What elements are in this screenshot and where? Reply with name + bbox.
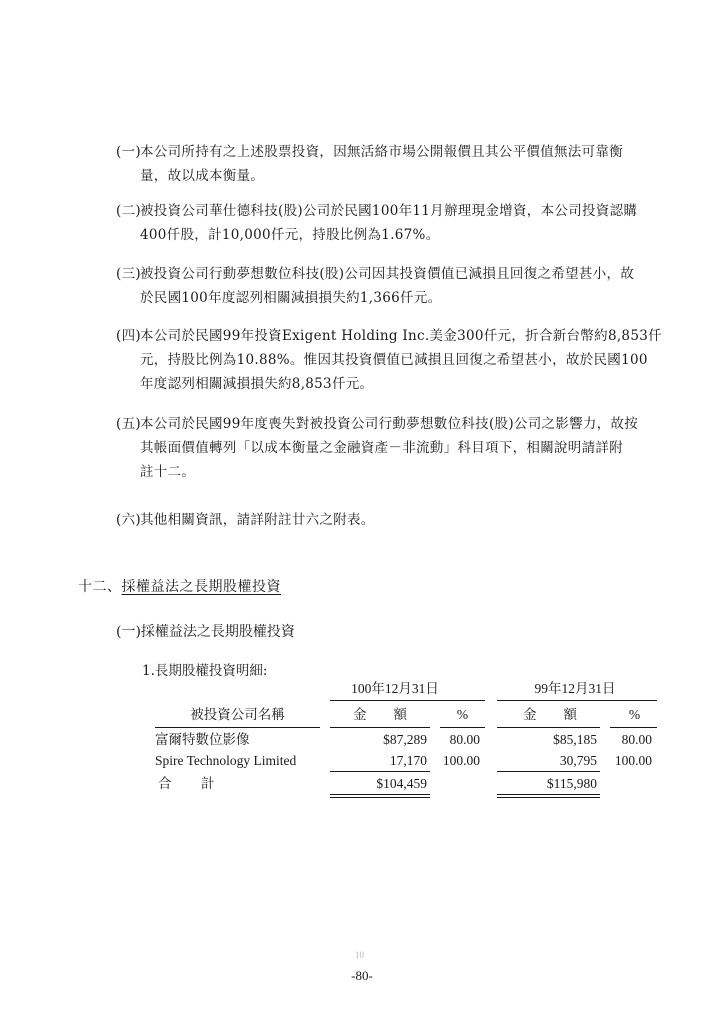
table-row-pct-99: 100.00 (614, 753, 652, 768)
total-label: 合 計 (158, 776, 223, 792)
header-rule-pct-99 (610, 727, 657, 728)
page-stamp: 10 (355, 950, 364, 960)
section-number: 十二、 (78, 579, 122, 595)
period-header-99: 99年12月31日 (534, 681, 616, 696)
note-number: (五) (116, 416, 141, 432)
note-number: (三) (116, 266, 141, 282)
column-header-pct-100: % (456, 707, 469, 722)
table-row-name: 富爾特數位影像 (155, 732, 250, 747)
header-rule-name (155, 727, 320, 728)
note-text: 本公司於民國99年投資Exigent Holding Inc.美金300仟元，折合新台幣約8,853仟 (140, 328, 662, 344)
note-text: 其他相關資訊，請詳附註廿六之附表。 (140, 512, 375, 528)
period-rule-100 (330, 700, 485, 701)
subtotal-rule-99 (497, 771, 600, 772)
table-row-amount-99: $85,185 (553, 732, 597, 747)
note-text: 本公司所持有之上述股票投資，因無活絡市場公開報價且其公平價值無法可靠衡 (140, 144, 623, 160)
table-row-amount-99: 30,795 (559, 753, 597, 768)
note-number: (一) (116, 144, 141, 160)
total-double-rule-100 (330, 794, 430, 798)
header-rule-amount-99 (497, 727, 600, 728)
note-text: 其帳面價值轉列「以成本衡量之金融資產－非流動」科目項下，相關說明請詳附 (140, 440, 623, 456)
note-text: 本公司於民國99年度喪失對被投資公司行動夢想數位科技(股)公司之影響力，故按 (140, 416, 639, 432)
column-header-amount-99: 金 額 (523, 707, 577, 722)
section-title: 採權益法之長期股權投資 (121, 579, 281, 595)
note-text: 註十二。 (140, 464, 196, 480)
period-rule-99 (497, 700, 657, 701)
table-row-pct-100: 100.00 (442, 753, 480, 768)
period-header-100: 100年12月31日 (351, 681, 439, 696)
column-header-pct-99: % (628, 707, 641, 722)
table-row-name: Spire Technology Limited (155, 753, 297, 768)
table-row-amount-100: $87,289 (383, 732, 427, 747)
note-text: 於民國100年度認列相關減損損失約1,366仟元。 (140, 290, 442, 306)
note-text: 年度認列相關減損損失約8,853仟元。 (140, 376, 374, 392)
table-row-pct-100: 80.00 (449, 732, 480, 747)
table-row-amount-100: 17,170 (389, 753, 427, 768)
column-header-amount-100: 金 額 (353, 707, 407, 722)
note-number: (四) (116, 328, 141, 344)
table-row-pct-99: 80.00 (621, 732, 652, 747)
note-number: (二) (116, 203, 141, 219)
note-number: (六) (116, 512, 141, 528)
note-text: 被投資公司華仕德科技(股)公司於民國100年11月辦理現金增資，本公司投資認購 (140, 203, 638, 219)
page-number: -80- (351, 968, 373, 983)
note-text: 400仟股，計10,000仟元，持股比例為1.67%。 (140, 227, 440, 243)
header-rule-pct-100 (440, 727, 485, 728)
total-amount-100: $104,459 (376, 776, 427, 791)
note-text: 被投資公司行動夢想數位科技(股)公司因其投資價值已減損且回復之希望甚小，故 (140, 266, 635, 282)
note-text: 量，故以成本衡量。 (140, 168, 265, 184)
total-amount-99: $115,980 (546, 776, 597, 791)
list-heading: 1.長期股權投資明細: (142, 663, 268, 679)
total-double-rule-99 (497, 794, 600, 798)
note-text: 元，持股比例為10.88%。惟因其投資價值已減損且回復之希望甚小，故於民國100 (140, 352, 648, 368)
column-header-name: 被投資公司名稱 (190, 707, 285, 722)
header-rule-amount-100 (330, 727, 430, 728)
subtotal-rule-100 (330, 771, 430, 772)
subsection-heading: (一)採權益法之長期股權投資 (116, 624, 295, 640)
